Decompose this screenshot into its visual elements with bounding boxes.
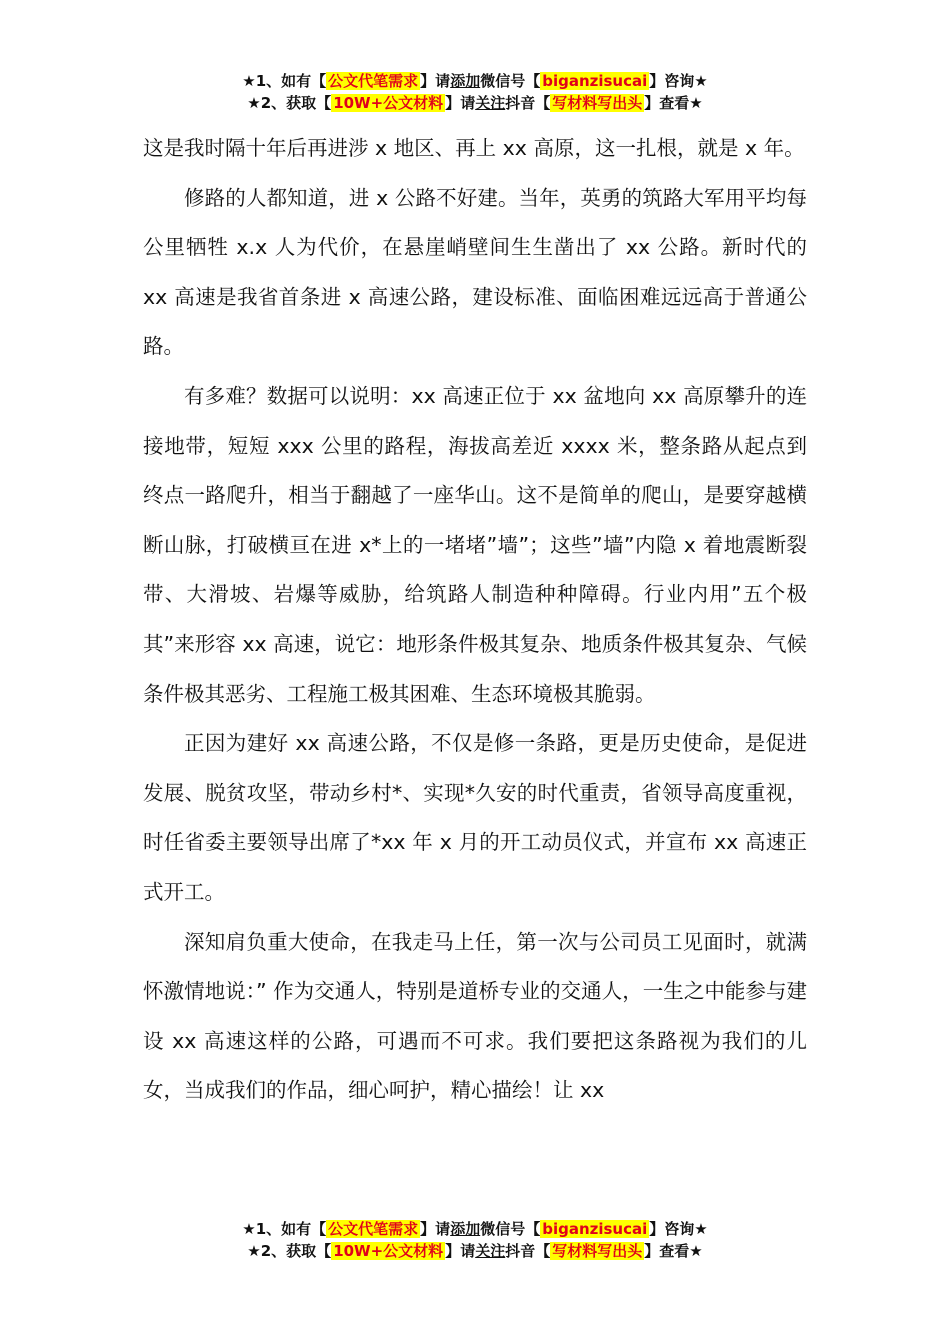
- banner-highlight: 公文代笔需求: [328, 72, 419, 90]
- footer-banner: [0, 1218, 950, 1262]
- banner-wechat-id: biganzisucai: [542, 72, 648, 90]
- document-body: [143, 124, 807, 1116]
- paragraph-2: 修路的人都知道，进 x 公路不好建。当年，英勇的筑路大军用平均每公里牺牲 x.x 人为代价，在悬崖峭壁间生生凿出了 xx 公路。新时代的 xx 高速是我省首条进 x 高速公路，建设标准、面临困难远远高于普通公路。: [143, 185, 807, 359]
- banner-text: 抖音【: [505, 1242, 551, 1260]
- banner-text: 】咨询★: [649, 1220, 708, 1238]
- banner-douyin-id: 写材料写出头: [552, 94, 643, 112]
- banner-highlight: 10W+公文材料: [333, 1242, 444, 1260]
- banner-text: 】请: [420, 72, 451, 90]
- banner-underline: 添加: [450, 1220, 481, 1238]
- banner-text: ★1、如有【: [242, 1220, 327, 1238]
- banner-underline: 关注: [475, 94, 506, 112]
- header-banner: [0, 70, 950, 114]
- banner-text: 】请: [445, 1242, 476, 1260]
- banner-text: ★2、获取【: [247, 94, 332, 112]
- banner-douyin-id: 写材料写出头: [552, 1242, 643, 1260]
- banner-text: ★1、如有【: [242, 72, 327, 90]
- banner-highlight: 10W+公文材料: [333, 94, 444, 112]
- footer-banner-line-2: [0, 1240, 950, 1262]
- banner-text: 微信号【: [480, 1220, 541, 1238]
- banner-highlight: 公文代笔需求: [328, 1220, 419, 1238]
- banner-text: 】咨询★: [649, 72, 708, 90]
- header-banner-line-1: [0, 70, 950, 92]
- banner-text: 】请: [445, 94, 476, 112]
- banner-underline: 添加: [450, 72, 481, 90]
- paragraph-3: 有多难？数据可以说明：xx 高速正位于 xx 盆地向 xx 高原攀升的连接地带，短短 xxx 公里的路程，海拔高差近 xxxx 米，整条路从起点到终点一路爬升，相当于翻越了一座华山。这不是简单的爬山，是要穿越横断山脉，打破横亘在进 x*上的一堵堵”墙”；这些”墙”内隐 x 着地震断裂带、大滑坡、岩爆等威胁，给筑路人制造种种障碍。行业内用”五个极其”来形容 xx 高速，说它：地形条件极其复杂、地质条件极其复杂、气候条件极其恶劣、工程施工极其困难、生态环境极其脆弱。: [143, 383, 807, 706]
- footer-banner-line-1: [0, 1218, 950, 1240]
- banner-text: 】查看★: [644, 1242, 703, 1260]
- paragraph-4: 正因为建好 xx 高速公路，不仅是修一条路，更是历史使命，是促进发展、脱贫攻坚，带动乡村*、实现*久安的时代重责，省领导高度重视，时任省委主要领导出席了*xx 年 x 月的开工动员仪式，并宣布 xx 高速正式开工。: [143, 731, 807, 904]
- banner-text: 】查看★: [644, 94, 703, 112]
- banner-text: 】请: [420, 1220, 451, 1238]
- paragraph-5: 深知肩负重大使命，在我走马上任，第一次与公司员工见面时，就满怀激情地说：” 作为交通人，特别是道桥专业的交通人，一生之中能参与建设 xx 高速这样的公路，可遇而不可求。我们要把这条路视为我们的儿女，当成我们的作品，细心呵护，精心描绘！让 xx: [143, 929, 807, 1103]
- banner-underline: 关注: [475, 1242, 506, 1260]
- banner-text: ★2、获取【: [247, 1242, 332, 1260]
- banner-wechat-id: biganzisucai: [542, 1220, 648, 1238]
- paragraph-1: 这是我时隔十年后再进涉 x 地区、再上 xx 高原，这一扎根，就是 x 年。: [143, 136, 805, 160]
- banner-text: 微信号【: [480, 72, 541, 90]
- banner-text: 抖音【: [505, 94, 551, 112]
- header-banner-line-2: [0, 92, 950, 114]
